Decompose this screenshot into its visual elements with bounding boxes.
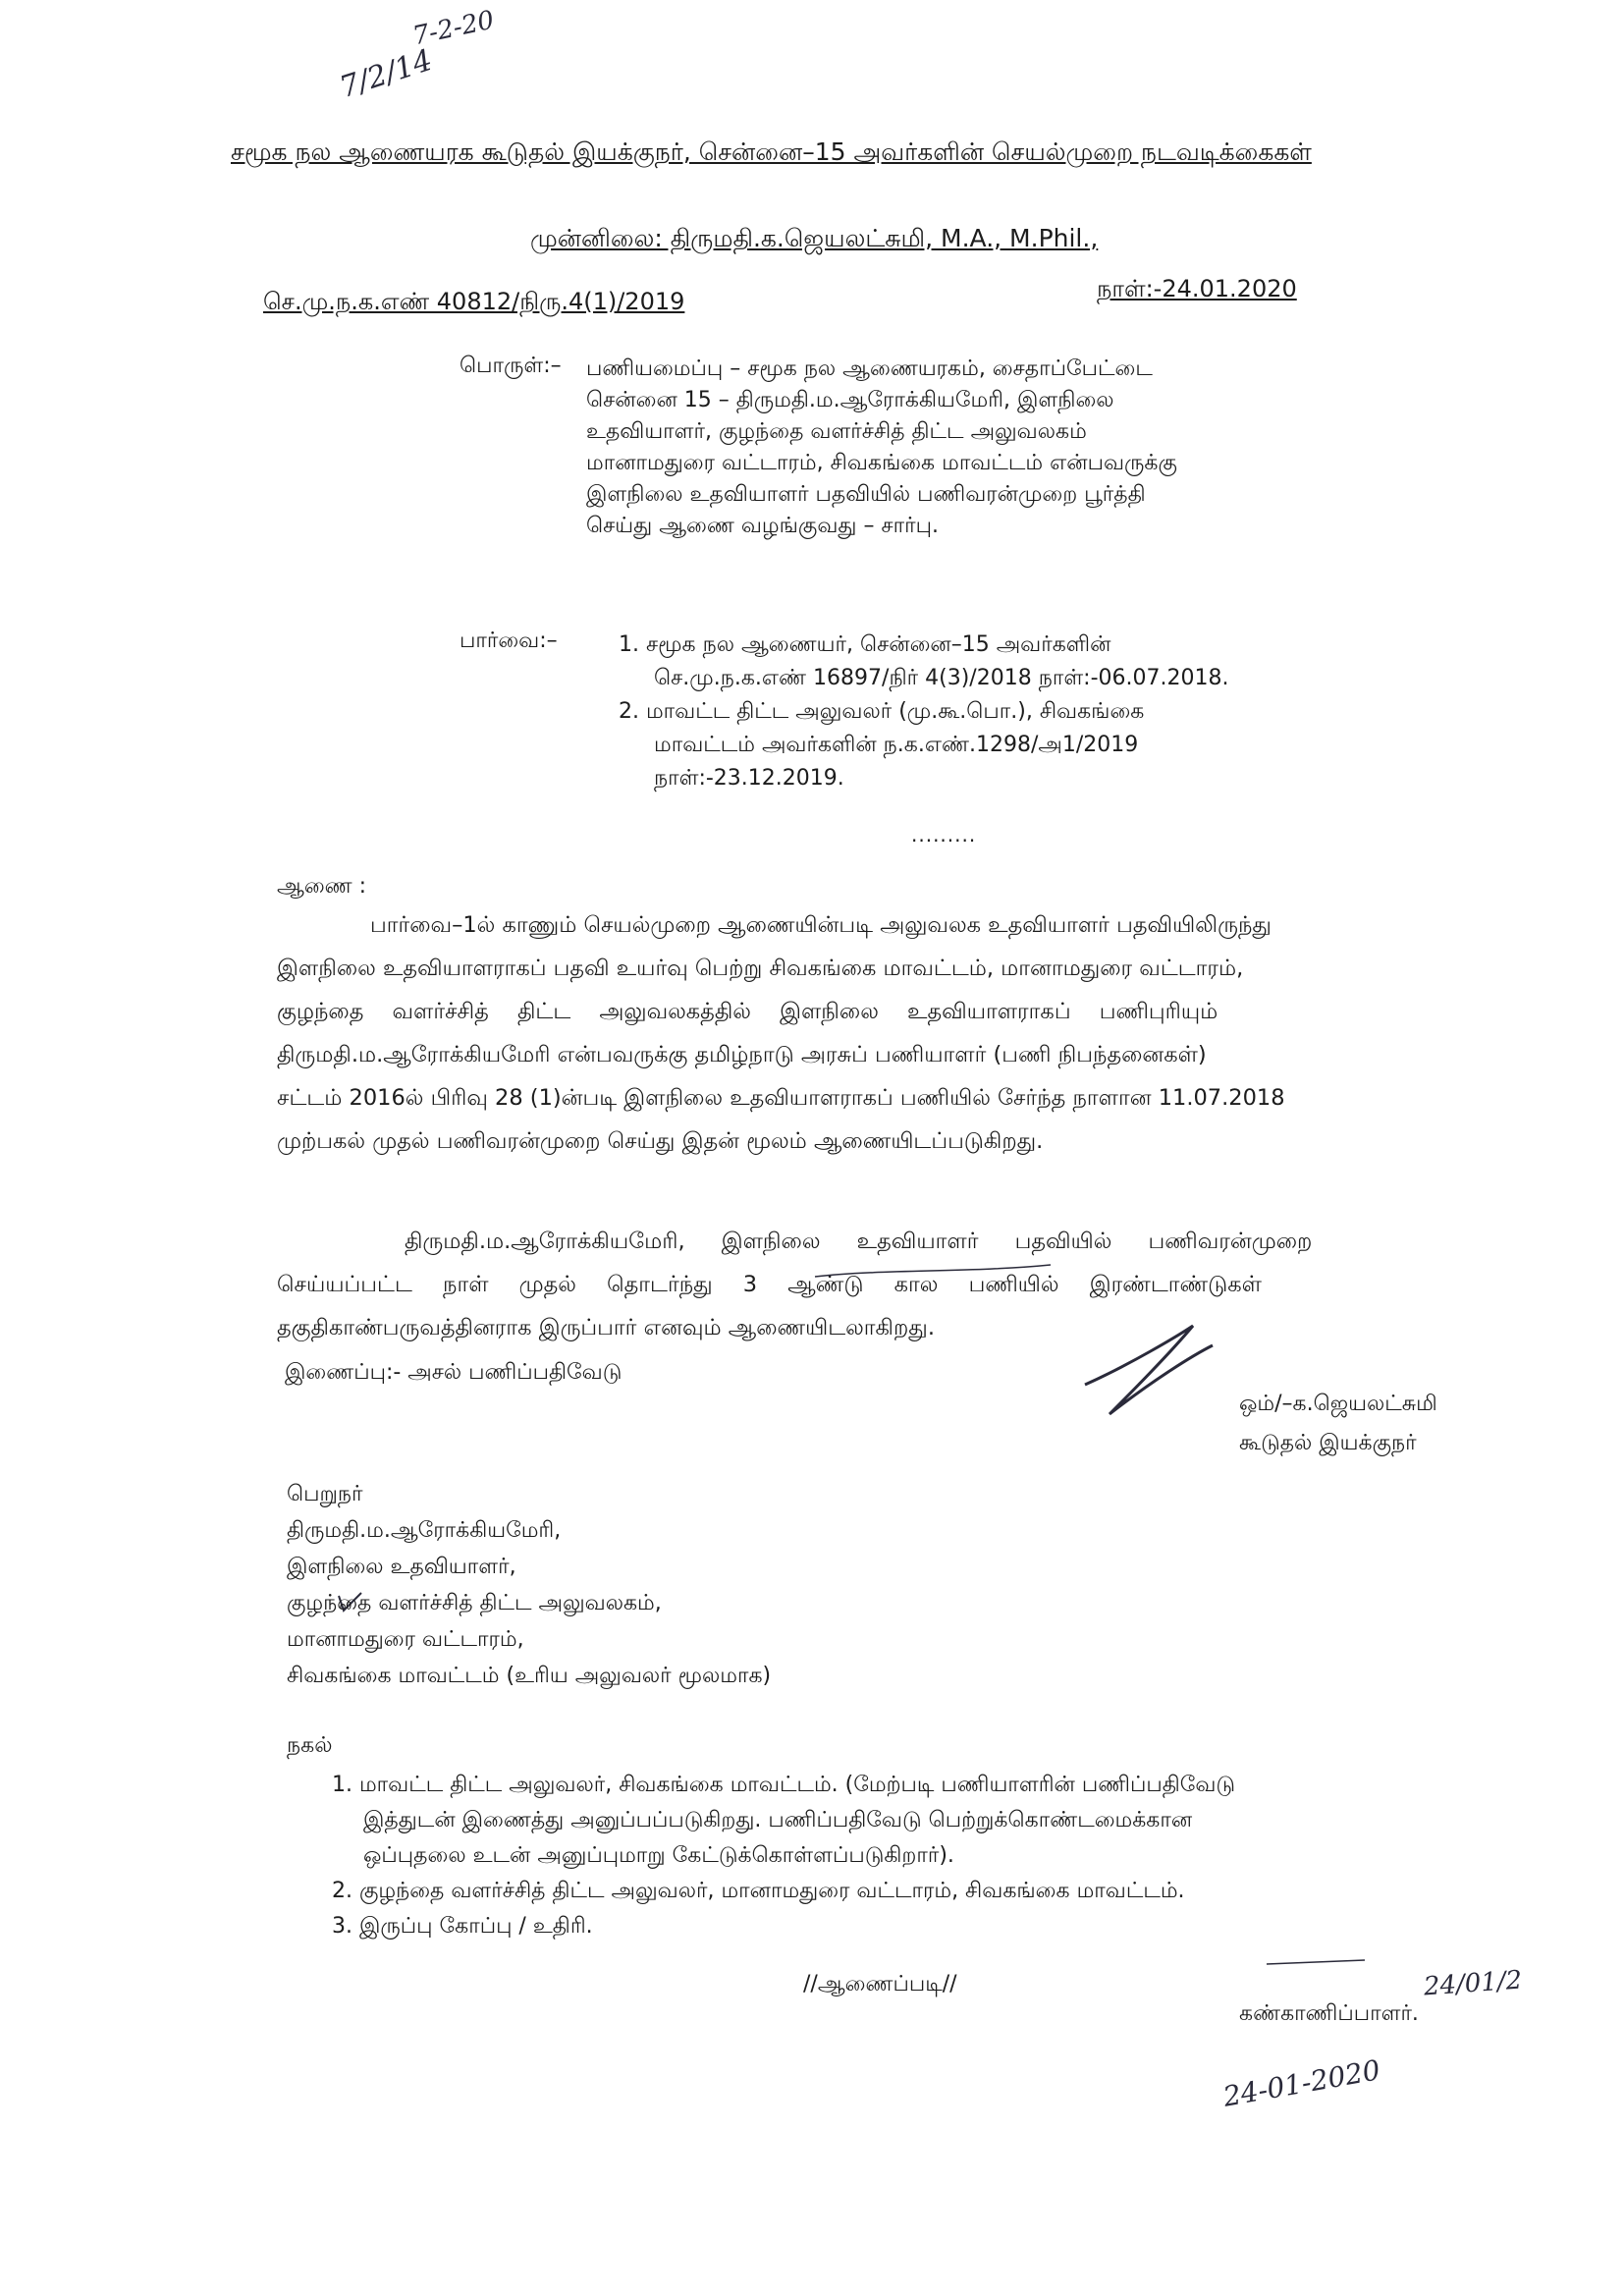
subject-line: பணியமைப்பு – சமூக நல ஆணையரகம், சைதாப்பேட்டை xyxy=(586,356,1153,381)
copy-item: 3. இருப்பு கோப்பு / உதிரி. xyxy=(332,1914,593,1939)
paragraph-line: சட்டம் 2016ல் பிரிவு 28 (1)ன்படி இளநிலை உதவியாளராகப் பணியில் சேர்ந்த நாளான 11.07.2018 xyxy=(277,1085,1285,1111)
paragraph-line: குழந்தை வளர்ச்சித் திட்ட அலுவலகத்தில் இளநிலை உதவியாளராகப் பணிபுரியும் xyxy=(277,999,1218,1024)
presence-line: முன்னிலை: திருமதி.க.ஜெயலட்சுமி, M.A., M.Phil., xyxy=(530,224,1099,252)
copy-list xyxy=(332,1768,1235,1944)
handwritten-initials-date: 24-01-2020 xyxy=(1220,2053,1383,2113)
copy-item: ஒப்புதலை உடன் அனுப்புமாறு கேட்டுக்கொள்ளப்படுகிறார்). xyxy=(363,1843,954,1868)
handwritten-note-top-right: 7-2-20 xyxy=(409,5,497,52)
subject-line: மானாமதுரை வட்டாரம், சிவகங்கை மாவட்டம் என்பவருக்கு xyxy=(586,451,1177,475)
recipient-line: இளநிலை உதவியாளர், xyxy=(287,1555,516,1579)
signature-block xyxy=(1239,1385,1437,1463)
reference-item: 1. சமூக நல ஆணையர், சென்னை–15 அவர்களின் xyxy=(619,632,1111,657)
reference-item: 2. மாவட்ட திட்ட அலுவலர் (மு.கூ.பொ.), சிவகங்கை xyxy=(619,699,1145,724)
page-title: சமூக நல ஆணையரக கூடுதல் இயக்குநர், சென்னை–15 அவர்களின் செயல்முறை நடவடிக்கைகள் xyxy=(231,137,1312,166)
enclosure-note: இணைப்பு:- அசல் பணிப்பதிவேடு xyxy=(285,1360,623,1385)
paragraph-line: முற்பகல் முதல் பணிவரன்முறை செய்து இதன் மூலம் ஆணையிடப்படுகிறது. xyxy=(277,1128,1044,1154)
supervisor-line: கண்காணிப்பாளர். xyxy=(1239,2001,1419,2026)
copy-item: 1. மாவட்ட திட்ட அலுவலர், சிவகங்கை மாவட்டம். (மேற்படி பணியாளரின் பணிப்பதிவேடு xyxy=(332,1773,1236,1797)
recipient-line: சிவகங்கை மாவட்டம் (உரிய அலுவலர் மூலமாக) xyxy=(287,1664,772,1688)
paragraph-line: செய்யப்பட்ட நாள் முதல் தொடர்ந்து 3 ஆண்டு கால பணியில் இரண்டாண்டுகள் xyxy=(277,1272,1262,1297)
signatory-designation: கூடுதல் இயக்குநர் xyxy=(1239,1431,1417,1455)
order-heading: ஆணை : xyxy=(277,874,367,899)
order-date: நாள்:-24.01.2020 xyxy=(1097,275,1297,302)
subject-label: பொருள்:– xyxy=(460,354,562,378)
subject-line: உதவியாளர், குழந்தை வளர்ச்சித் திட்ட அலுவலகம் xyxy=(586,419,1087,444)
subject-line: செய்து ஆணை வழங்குவது – சார்பு. xyxy=(586,514,939,538)
recipient-line: மானாமதுரை வட்டாரம், xyxy=(287,1627,524,1652)
reference-label: பார்வை:– xyxy=(460,629,558,653)
recipient-block xyxy=(287,1476,771,1694)
recipient-label: பெறுநர் xyxy=(287,1482,363,1506)
signatory-name: ஒம்/–க.ஜெயலட்சுமி xyxy=(1239,1392,1437,1416)
paragraph-line: பார்வை–1ல் காணும் செயல்முறை ஆணையின்படி அலுவலக உதவியாளர் பதவியிலிருந்து xyxy=(370,912,1272,938)
paragraph-line: திருமதி.ம.ஆரோக்கியமேரி, இளநிலை உதவியாளர் பதவியில் பணிவரன்முறை xyxy=(405,1229,1313,1254)
copy-item: 2. குழந்தை வளர்ச்சித் திட்ட அலுவலர், மானாமதுரை வட்டாரம், சிவகங்கை மாவட்டம். xyxy=(332,1879,1185,1903)
paragraph-line: இளநிலை உதவியாளராகப் பதவி உயர்வு பெற்று சிவகங்கை மாவட்டம், மானாமதுரை வட்டாரம், xyxy=(277,956,1244,981)
subject-line: சென்னை 15 – திருமதி.ம.ஆரோக்கியமேரி, இளநிலை xyxy=(586,388,1114,412)
subject-line: இளநிலை உதவியாளர் பதவியில் பணிவரன்முறை பூர்த்தி xyxy=(586,482,1146,507)
reference-item: நாள்:-23.12.2019. xyxy=(654,766,844,791)
recipient-line: குழந்தை வளர்ச்சித் திட்ட அலுவலகம், xyxy=(287,1591,662,1615)
recipient-line: திருமதி.ம.ஆரோக்கியமேரி, xyxy=(287,1518,562,1543)
handwritten-date: 24/01/2 xyxy=(1423,1965,1524,2002)
handwritten-note-top-left: 7/2/14 xyxy=(335,42,437,106)
by-order-line: //ஆணைப்படி// xyxy=(803,1972,957,1996)
reference-item: செ.மு.ந.க.எண் 16897/நிர் 4(3)/2018 நாள்:-06.07.2018. xyxy=(654,666,1229,690)
reference-item: மாவட்டம் அவர்களின் ந.க.எண்.1298/அ1/2019 xyxy=(654,733,1139,757)
copy-label: நகல் xyxy=(287,1733,333,1758)
separator: ......... xyxy=(911,823,977,847)
copy-item: இத்துடன் இணைத்து அனுப்பப்படுகிறது. பணிப்பதிவேடு பெற்றுக்கொண்டமைக்கான xyxy=(363,1808,1193,1832)
paragraph-line: தகுதிகாண்பருவத்தினராக இருப்பார் எனவும் ஆணையிடலாகிறது. xyxy=(277,1315,935,1340)
reference-number: செ.மு.ந.க.எண் 40812/நிரு.4(1)/2019 xyxy=(263,288,685,315)
paragraph-line: திருமதி.ம.ஆரோக்கியமேரி என்பவருக்கு தமிழ்நாடு அரசுப் பணியாளர் (பணி நிபந்தனைகள்) xyxy=(277,1042,1207,1067)
